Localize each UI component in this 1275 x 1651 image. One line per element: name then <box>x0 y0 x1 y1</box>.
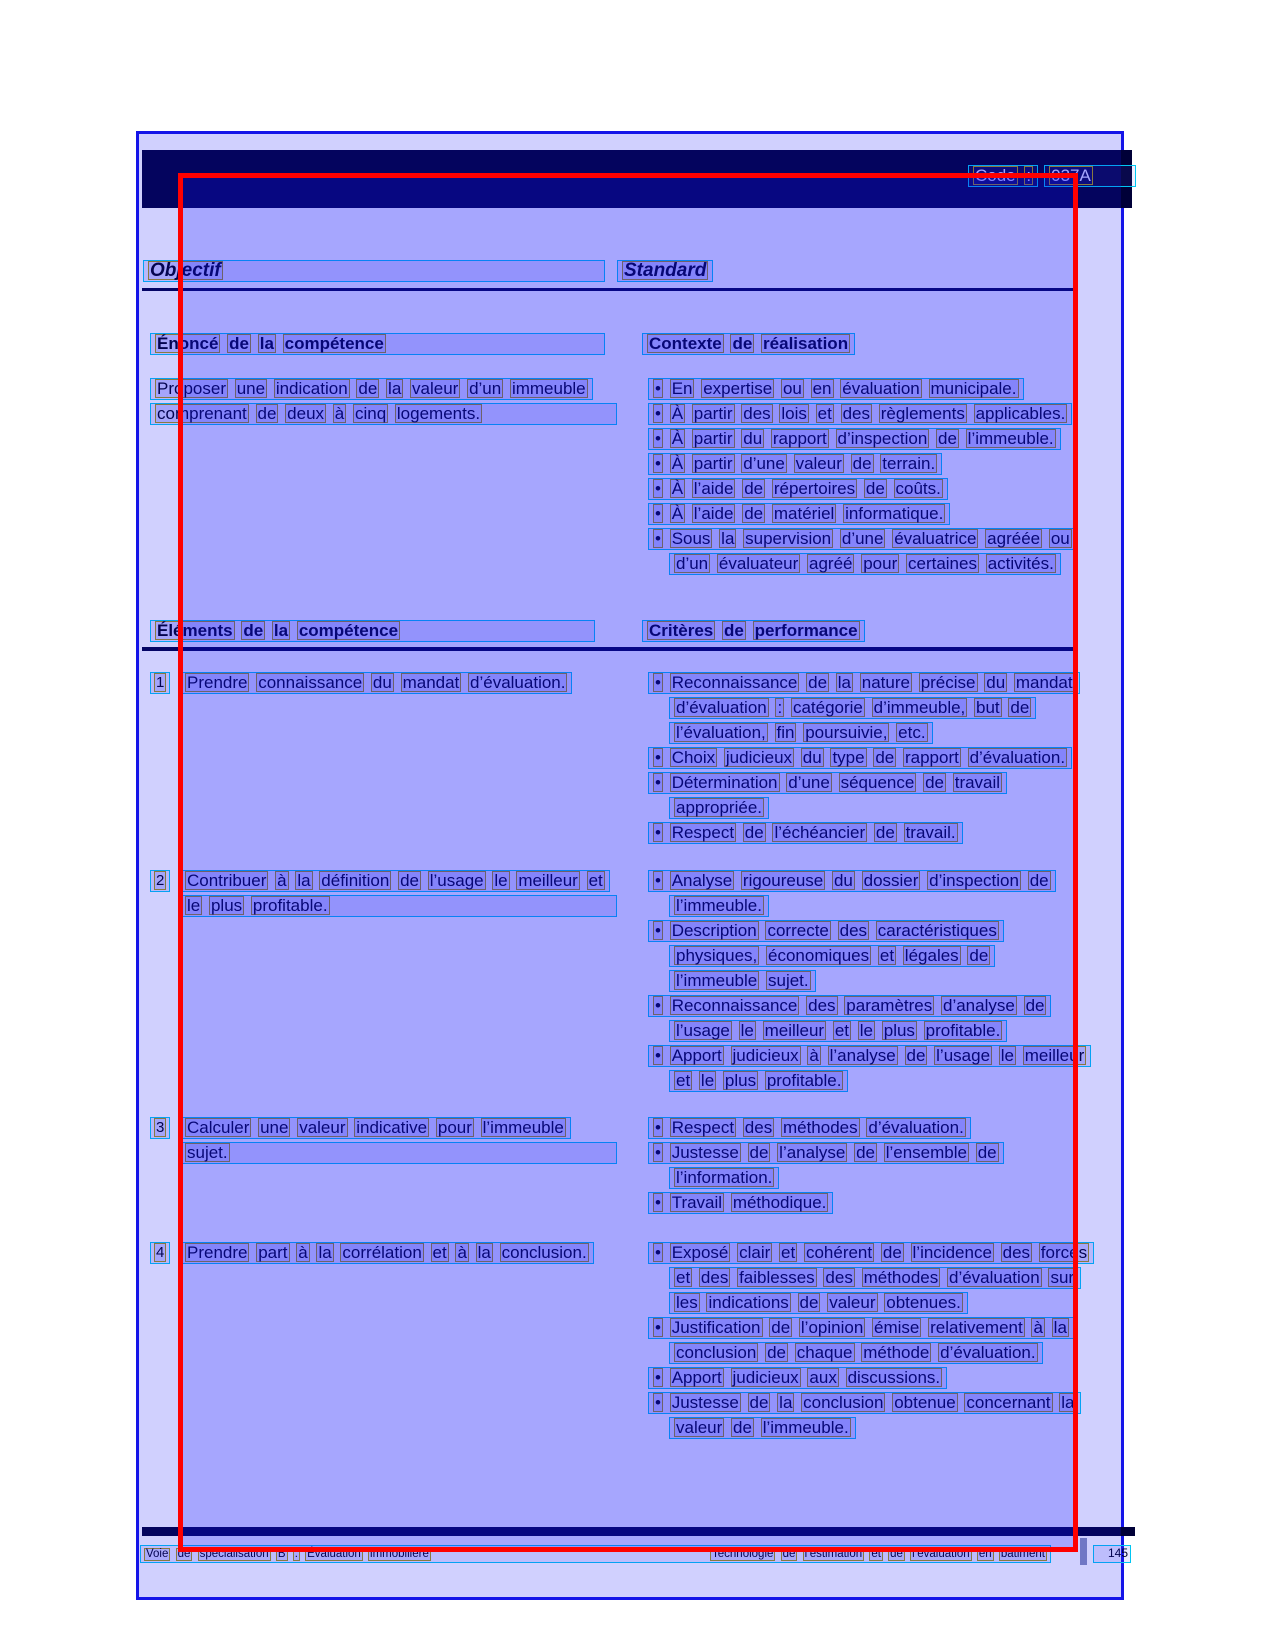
element-line: Prendre connaissance du mandat d’évaluation. <box>180 672 572 694</box>
contexte-bullet-line: • En expertise ou en évaluation municipale. <box>648 378 1024 400</box>
contexte-bullet-line: • À l’aide de matériel informatique. <box>648 503 950 525</box>
critere-line: l’information. <box>669 1167 779 1189</box>
critere-line: et le plus profitable. <box>669 1070 848 1092</box>
critere-line: • Reconnaissance de la nature précise du mandat <box>648 672 1080 694</box>
item-number: 3 <box>150 1117 170 1142</box>
title-row <box>143 260 1083 286</box>
critere-line: d’évaluation : catégorie d’immeuble, but de <box>669 697 1036 719</box>
critere-line: et des faiblesses des méthodes d’évaluation sur <box>669 1267 1081 1289</box>
critere-line: l’immeuble sujet. <box>669 970 816 992</box>
contexte-continuation-line: d’un évaluateur agréé pour certaines activités. <box>669 553 1061 575</box>
document-page <box>136 131 1128 1600</box>
section1-headings <box>150 333 1111 359</box>
competence-statement <box>150 378 617 428</box>
section2-divider-rule <box>142 647 1075 651</box>
critere-line: les indications de valeur obtenues. <box>669 1292 968 1314</box>
code-value-box: 037A <box>1044 165 1136 187</box>
contexte-bullet-line: • À partir d’une valeur de terrain. <box>648 453 942 475</box>
critere-line: • Respect de l’échéancier de travail. <box>648 822 963 844</box>
footer-right-text: Technologie de l’estimation et de l’évaluation en bâtiment <box>712 1547 1045 1560</box>
item-number: 2 <box>150 870 170 895</box>
critere-line: • Analyse rigoureuse du dossier d’inspection de <box>648 870 1056 892</box>
item-number: 4 <box>150 1242 170 1267</box>
critere-line: • Travail méthodique. <box>648 1192 833 1214</box>
footer-text-line <box>140 1545 1051 1563</box>
statement-line: comprenant de deux à cinq logements. <box>150 403 617 425</box>
elements-heading: Éléments de la compétence <box>150 620 595 642</box>
header-bar <box>142 150 1132 208</box>
contexte-heading: Contexte de réalisation <box>642 333 855 355</box>
element-line: Prendre part à la corrélation et à la conclusion. <box>180 1242 594 1264</box>
critere-line: l’évaluation, fin poursuivie, etc. <box>669 722 933 744</box>
footer-left-text: Voie de spécialisation B : Évaluation immobilière <box>146 1547 429 1560</box>
critere-line: • Description correcte des caractéristiques <box>648 920 1004 942</box>
critere-line: • Choix judicieux du type de rapport d’évaluation. <box>648 747 1072 769</box>
contexte-list <box>642 378 1112 578</box>
critere-line: • Justification de l’opinion émise relativement à la <box>648 1317 1074 1339</box>
item-number: 1 <box>150 672 170 697</box>
code-label: Code : <box>968 165 1038 187</box>
critere-line: • Justesse de la conclusion obtenue concernant la <box>648 1392 1081 1414</box>
statement-line: Proposer une indication de la valeur d’un immeuble <box>150 378 593 400</box>
critere-line: physiques, économiques et légales de <box>669 945 995 967</box>
critere-line: • Détermination d’une séquence de travail <box>648 772 1007 794</box>
element-line: le plus profitable. <box>180 895 617 917</box>
code-line <box>968 165 1136 187</box>
contexte-bullet-line: • À l’aide de répertoires de coûts. <box>648 478 948 500</box>
page-number: 145 <box>1093 1545 1131 1563</box>
footer-separator-bar <box>1080 1538 1087 1565</box>
contexte-bullet-line: • Sous la supervision d’une évaluatrice agréée ou <box>648 528 1077 550</box>
critere-line: appropriée. <box>669 797 769 819</box>
contexte-bullet-line: • À partir des lois et des règlements applicables. <box>648 403 1072 425</box>
critere-line: l’usage le meilleur et le plus profitable. <box>669 1020 1007 1042</box>
critere-line: • Reconnaissance des paramètres d’analyse de <box>648 995 1051 1017</box>
critere-line: • Apport judicieux à l’analyse de l’usage le meilleur <box>648 1045 1091 1067</box>
footer-bar <box>142 1527 1135 1536</box>
critere-line: valeur de l’immeuble. <box>669 1417 856 1439</box>
section2-headings <box>150 620 1111 646</box>
element-line: Contribuer à la définition de l’usage le meilleur et <box>180 870 610 892</box>
critere-line: conclusion de chaque méthode d’évaluation. <box>669 1342 1043 1364</box>
critere-line: • Exposé clair et cohérent de l’incidence des forces <box>648 1242 1094 1264</box>
contexte-bullet-line: • À partir du rapport d’inspection de l’immeuble. <box>648 428 1061 450</box>
criteres-heading: Critères de performance <box>642 620 865 642</box>
title-divider-rule <box>142 288 1075 291</box>
critere-line: • Respect des méthodes d’évaluation. <box>648 1117 971 1139</box>
enonce-heading: Énoncé de la compétence <box>150 333 605 355</box>
critere-line: l’immeuble. <box>669 895 769 917</box>
element-line: sujet. <box>180 1142 617 1164</box>
standard-heading: Standard <box>617 260 713 282</box>
objectif-heading: Objectif <box>143 260 605 282</box>
critere-line: • Justesse de l’analyse de l’ensemble de <box>648 1142 1004 1164</box>
critere-line: • Apport judicieux aux discussions. <box>648 1367 947 1389</box>
element-line: Calculer une valeur indicative pour l’immeuble <box>180 1117 571 1139</box>
